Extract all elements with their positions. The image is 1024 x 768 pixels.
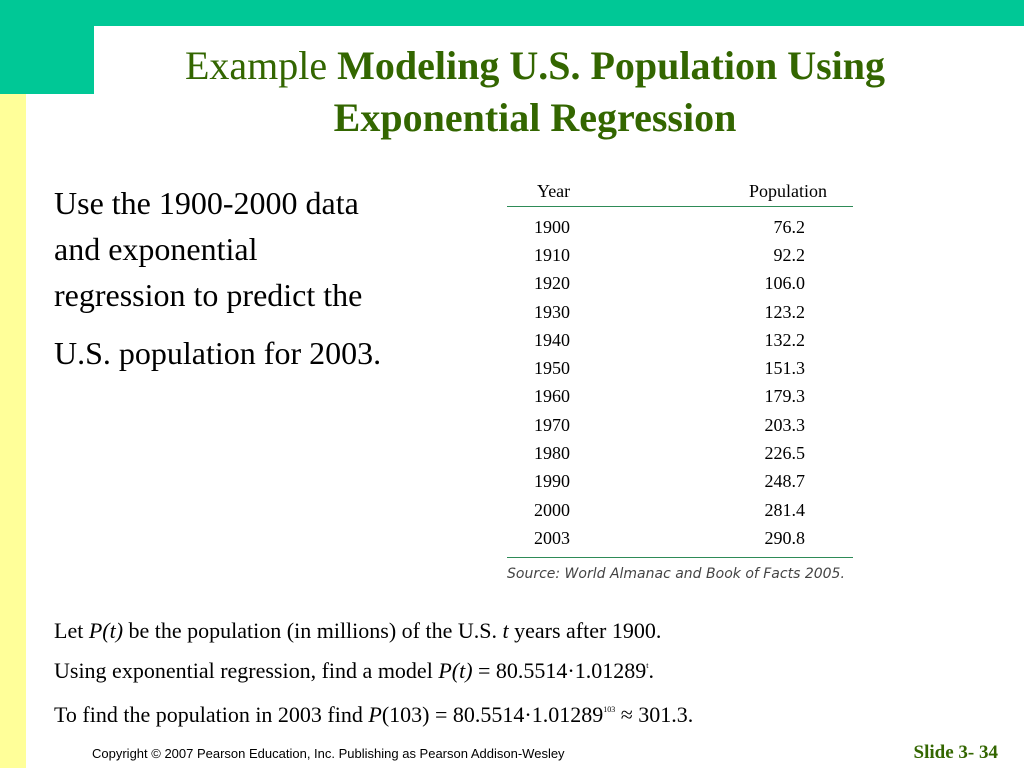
formula-prediction: [54, 702, 693, 728]
cell-population: 106.0: [764, 273, 805, 294]
f1-text-e: years after 1900.: [508, 618, 662, 643]
header-population: Population: [748, 180, 827, 201]
table-row: [507, 524, 853, 552]
table-row: [507, 411, 853, 439]
cell-population: 281.4: [764, 499, 805, 520]
f1-text-c: be the population (in millions) of the U.S.: [123, 618, 503, 643]
body-text: [54, 180, 484, 376]
cell-year: 1920: [534, 273, 570, 294]
cell-year: 1990: [534, 471, 570, 492]
table-row: [507, 326, 853, 354]
f2-exponent: t: [646, 661, 649, 670]
table-header: [507, 176, 853, 207]
cell-year: 2003: [534, 527, 570, 548]
formula-definition: [54, 618, 661, 644]
population-table: [507, 176, 853, 584]
cell-year: 1930: [534, 301, 570, 322]
title-main: Modeling U.S. Population Using Exponential Regression: [333, 43, 886, 140]
cell-year: 1980: [534, 443, 570, 464]
f1-text-a: Let: [54, 618, 89, 643]
f3-exponent: 103: [603, 705, 616, 714]
table-row: [507, 354, 853, 382]
f2-text-e: .: [648, 658, 654, 683]
table-row: [507, 439, 853, 467]
table-row: [507, 496, 853, 524]
table-row: [507, 270, 853, 298]
side-accent-bar: [0, 94, 26, 768]
table-body: [507, 207, 853, 558]
cell-year: 1900: [534, 216, 570, 237]
cell-population: 248.7: [764, 471, 805, 492]
cell-year: 1910: [534, 244, 570, 265]
header-year: Year: [537, 180, 571, 201]
f3-text-a: To find the population in 2003 find: [54, 702, 369, 727]
cell-population: 132.2: [764, 329, 805, 350]
cell-population: 123.2: [764, 301, 805, 322]
table-row: [507, 213, 853, 241]
table-row: [507, 468, 853, 496]
table-row: [507, 383, 853, 411]
cell-population: 226.5: [764, 443, 805, 464]
footer: [0, 742, 1024, 768]
table-row: [507, 298, 853, 326]
cell-year: 1950: [534, 358, 570, 379]
cell-year: 1940: [534, 329, 570, 350]
cell-year: 1960: [534, 386, 570, 407]
cell-population: 290.8: [764, 527, 805, 548]
copyright-text: Copyright © 2007 Pearson Education, Inc. Publishing as Pearson Addison-Wesley: [92, 746, 565, 761]
table-row: [507, 241, 853, 269]
cell-year: 1970: [534, 414, 570, 435]
cell-population: 76.2: [773, 216, 805, 237]
corner-accent-box: [0, 0, 94, 94]
slide-number: Slide 3- 34: [913, 742, 998, 763]
f2-text-a: Using exponential regression, find a model: [54, 658, 439, 683]
cell-population: 151.3: [764, 358, 805, 379]
f3-text-e: ≈ 301.3.: [615, 702, 694, 727]
formula-model: [54, 658, 654, 684]
title-prefix: Example: [184, 43, 328, 88]
body-line-4: U.S. population for 2003.: [54, 335, 382, 371]
body-line-2: and exponential: [54, 231, 258, 267]
f1-var: t: [502, 618, 509, 643]
cell-population: 203.3: [764, 414, 805, 435]
body-line-3: regression to predict the: [54, 277, 363, 313]
f3-text-c: (103) = 80.5514·1.01289: [381, 702, 604, 727]
top-accent-bar: [0, 0, 1024, 26]
f1-func: P(t): [88, 618, 124, 643]
cell-population: 179.3: [764, 386, 805, 407]
cell-population: 92.2: [773, 244, 805, 265]
f2-func: P(t): [438, 658, 473, 683]
cell-year: 2000: [534, 499, 570, 520]
f3-func: P: [368, 702, 382, 727]
slide-title: [100, 40, 970, 144]
table-source: Source: World Almanac and Book of Facts 2005.: [507, 565, 845, 582]
f2-text-c: = 80.5514·1.01289: [472, 658, 647, 683]
body-line-1: Use the 1900-2000 data: [54, 185, 359, 221]
